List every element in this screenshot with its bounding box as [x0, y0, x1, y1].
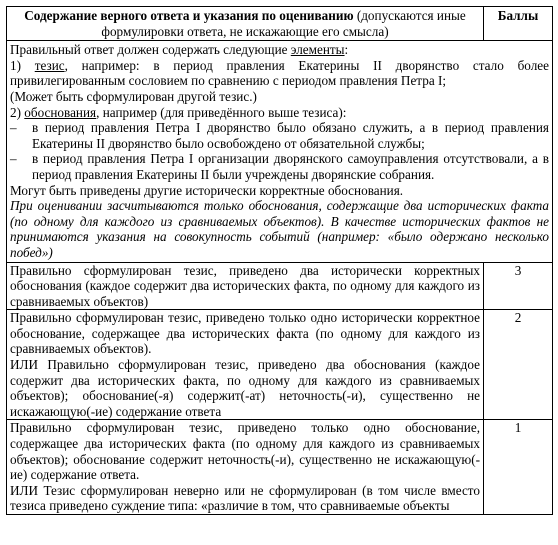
header-row [7, 7, 553, 41]
thesis-item: 1) тезис, например: в период правления Екатерины II дворянство стало более привилегированным сословием по сравнению с периодом правления Петра I; [10, 57, 549, 89]
answer-intro: Правильный ответ должен содержать следующие элементы: [10, 42, 349, 58]
justification-list [10, 120, 549, 182]
grading-note: При оценивании засчитываются только обоснования, содержащие два исторических факта (по одному для каждого из сравниваемых объектов). В качестве исторических фактов не принимаются указания на совокупность событий (например: «было одержано несколько побед») [10, 198, 549, 260]
answer-cell [7, 41, 553, 262]
content-header [7, 7, 484, 41]
points-header-label: Баллы [497, 8, 539, 23]
criterion-text [7, 420, 484, 515]
criterion-row-2 [7, 310, 553, 420]
criterion-score: 3 [484, 262, 553, 310]
other-justifications: Могут быть приведены другие исторически корректные обоснования. [10, 182, 404, 198]
justification-bullet: – в период правления Петра I дворянство было обязано служить, а в период правления Екатерины II дворянство было освобождено от обязательной службы; [10, 120, 549, 151]
criterion-paragraph: ИЛИ Тезис сформулирован неверно или не сформулирован (в том числе вместо тезиса приведено суждение типа: «различие в том, что сравниваемые объекты [10, 482, 480, 514]
justification-bullet: – в период правления Петра I организации дворянского самоуправления отсутствовали, а в период правления Екатерины II были учреждены дворянские собрания. [10, 151, 549, 182]
criterion-paragraph: ИЛИ Правильно сформулирован тезис, приведено два обоснования (каждое содержит два исторических факта, по одному для каждого из сравниваемых объектов); обоснование(-я) содержит(-ат) неточность(-и), существенно не искажающую(-ие) содержание ответа [10, 357, 480, 419]
criterion-paragraph: Правильно сформулирован тезис, приведено только одно исторически корректное обоснование, содержащее два исторических факта (по одному для каждого из сравниваемых объектов). [10, 310, 480, 357]
criterion-row-3 [7, 262, 553, 310]
criterion-paragraph: Правильно сформулирован тезис, приведено только одно обоснование, содержащее два исторических факта (по одному для каждого из сравниваемых объектов); обоснование содержит неточность(-и), существенно не искажающую(-ие) содержание ответа. [10, 420, 480, 483]
criterion-text [7, 310, 484, 420]
grading-table [6, 6, 553, 515]
thesis-note: (Может быть сформулирован другой тезис.) [10, 88, 257, 104]
answer-row [7, 41, 553, 262]
criterion-score: 2 [484, 310, 553, 420]
criterion-row-1 [7, 420, 553, 515]
criterion-text [7, 262, 484, 310]
content-header-bold: Содержание верного ответа и указания по оцениванию [24, 8, 354, 23]
criterion-paragraph: Правильно сформулирован тезис, приведено два исторически корректных обоснования (каждое содержит два исторических факта, по одному для каждого из сравниваемых объектов) [10, 262, 480, 309]
points-header [484, 7, 553, 41]
justification-item: 2) обоснования, например (для приведённого выше тезиса): [10, 104, 347, 120]
criterion-score: 1 [484, 420, 553, 515]
content-header-rest: (допускаются иные формулировки ответа, не искажающие его смысла) [101, 8, 466, 39]
